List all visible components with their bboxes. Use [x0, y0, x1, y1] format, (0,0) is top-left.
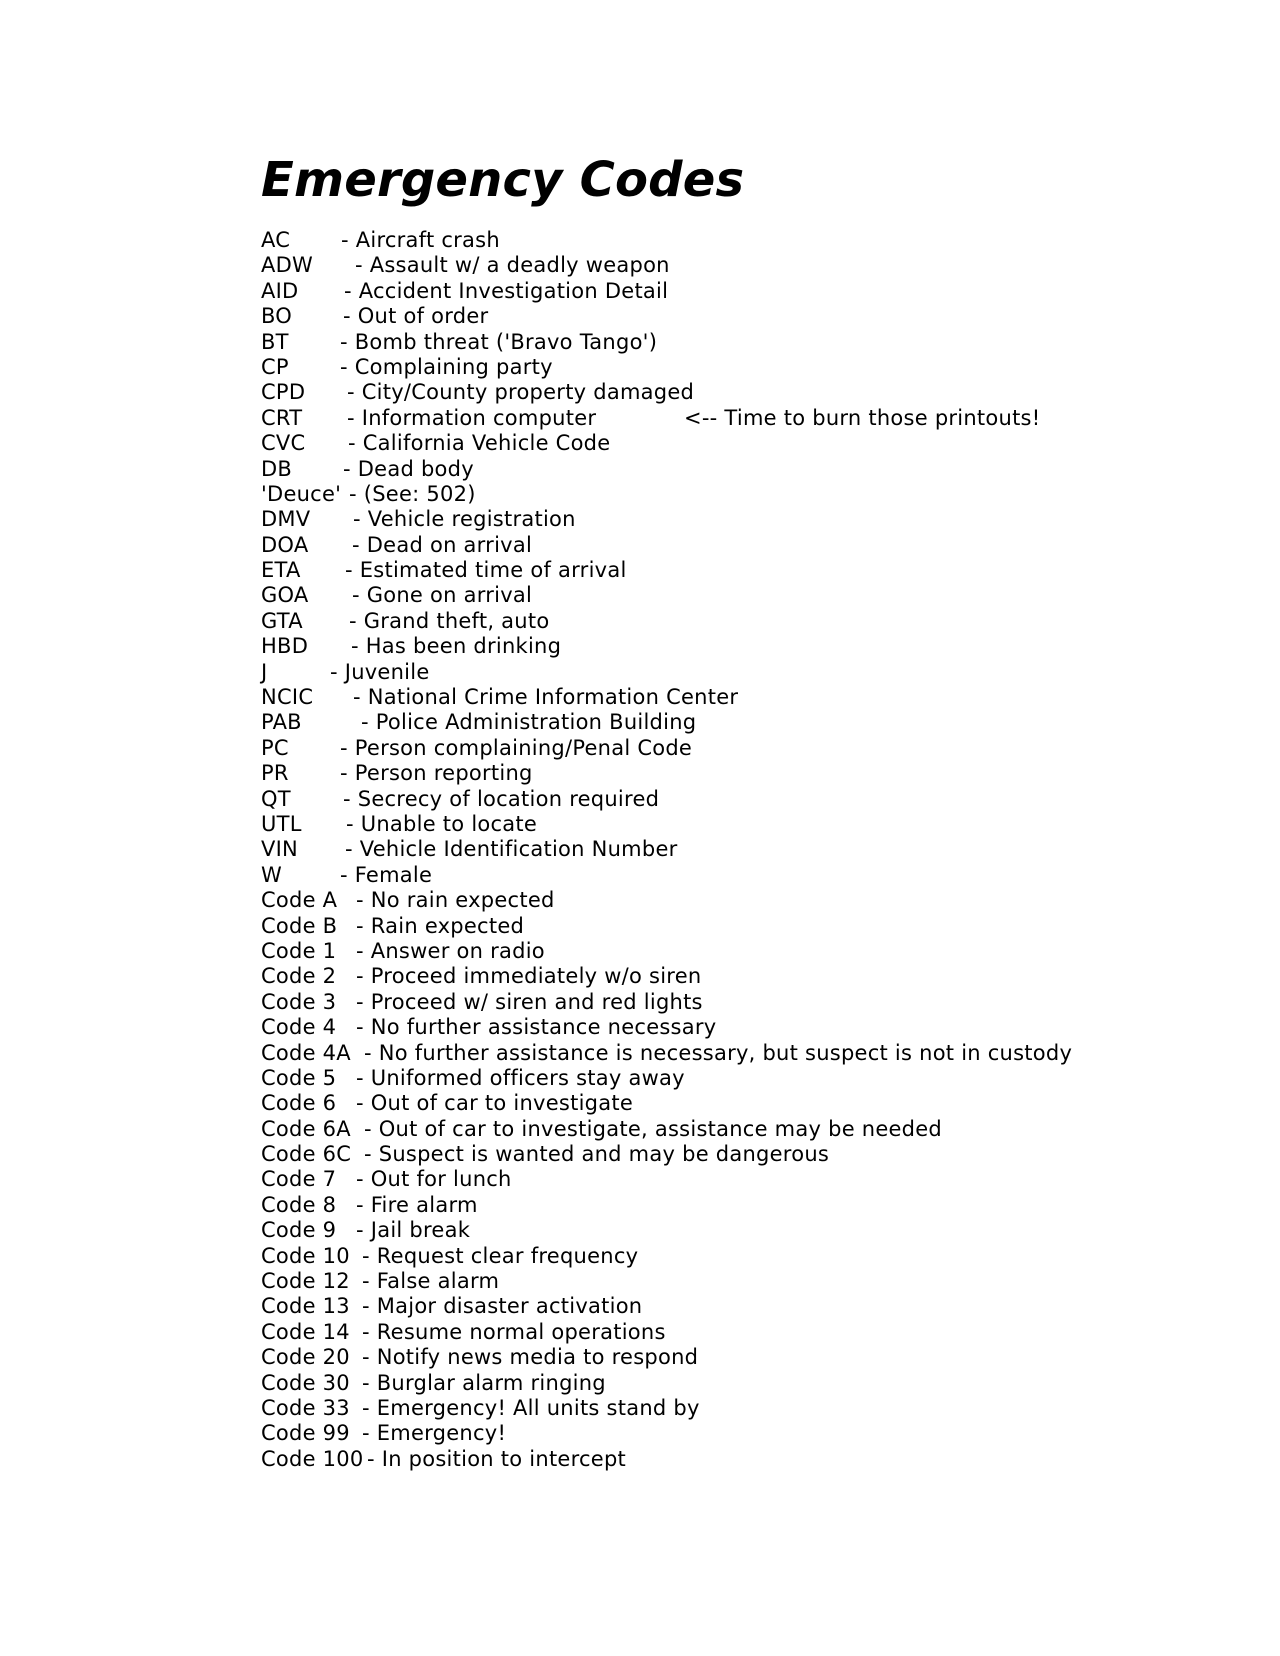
code-list [261, 228, 1221, 1472]
document-page [261, 148, 1221, 1472]
code-term: ADW [261, 253, 314, 278]
code-term: Code 1 [261, 938, 337, 963]
code-description: - Person reporting [340, 761, 533, 786]
code-description: - Police Administration Building [361, 710, 697, 735]
code-entry [261, 583, 1221, 608]
code-term: GTA [261, 608, 303, 633]
code-entry [261, 457, 1221, 482]
code-term: NCIC [261, 685, 314, 710]
page-title: Emergency Codes [261, 152, 745, 208]
code-description: - Vehicle Identification Number [345, 837, 678, 862]
code-description: - Fire alarm [356, 1192, 478, 1217]
code-description: - Gone on arrival [352, 583, 533, 608]
code-description: - Aircraft crash [341, 228, 500, 252]
code-entry [261, 990, 1221, 1015]
code-description: - Unable to locate [346, 811, 538, 836]
code-term: Code 100 [261, 1446, 364, 1471]
code-entry [261, 1371, 1221, 1396]
code-entry [261, 330, 1221, 355]
code-term: Code 4A [261, 1040, 351, 1065]
code-entry [261, 1066, 1221, 1091]
code-description: - Assault w/ a deadly weapon [355, 253, 670, 278]
code-term: Code 99 [261, 1421, 350, 1446]
code-entry [261, 1142, 1221, 1167]
code-entry [261, 812, 1221, 837]
code-entry [261, 710, 1221, 735]
code-term: HBD [261, 634, 309, 659]
code-entry [261, 1294, 1221, 1319]
code-term: Code 6C [261, 1142, 352, 1167]
code-description: - Suspect is wanted and may be dangerous [364, 1142, 830, 1167]
code-term: Code 7 [261, 1167, 337, 1192]
code-entry [261, 914, 1221, 939]
code-term: Code B [261, 913, 338, 938]
code-entry [261, 609, 1221, 634]
code-description: - Burglar alarm ringing [362, 1370, 606, 1395]
code-term: PR [261, 761, 289, 786]
code-term: Code 9 [261, 1218, 337, 1243]
code-term: Code 2 [261, 964, 337, 989]
code-description: - City/County property damaged [347, 380, 695, 405]
code-term: Code 4 [261, 1015, 337, 1040]
code-entry [261, 558, 1221, 583]
code-entry [261, 837, 1221, 862]
code-description: - National Crime Information Center [353, 685, 739, 710]
code-entry [261, 787, 1221, 812]
code-term: BT [261, 329, 289, 354]
code-entry [261, 1447, 1221, 1472]
code-description: - No further assistance is necessary, but suspect is not in custody [364, 1040, 1073, 1065]
code-entry [261, 761, 1221, 786]
code-description: - Dead body [343, 456, 474, 481]
code-description: - Dead on arrival [352, 532, 533, 557]
code-description: - Resume normal operations [362, 1319, 666, 1344]
code-term: QT [261, 786, 291, 811]
code-description: - Emergency! [362, 1421, 507, 1446]
code-entry [261, 1396, 1221, 1421]
code-entry [261, 1421, 1221, 1446]
code-description: - Person complaining/Penal Code [340, 735, 693, 760]
code-entry [261, 1041, 1221, 1066]
code-note: <-- Time to burn those printouts! [684, 405, 1041, 430]
code-description: - Out for lunch [356, 1167, 512, 1192]
code-entry [261, 533, 1221, 558]
code-entry [261, 355, 1221, 380]
code-term: Code 6 [261, 1091, 337, 1116]
code-entry [261, 660, 1221, 685]
code-entry [261, 1269, 1221, 1294]
code-term: DOA [261, 532, 309, 557]
code-entry [261, 1167, 1221, 1192]
code-description: - Emergency! All units stand by [362, 1395, 700, 1420]
code-entry [261, 685, 1221, 710]
code-entry [261, 1117, 1221, 1142]
code-entry [261, 279, 1221, 304]
code-term: CP [261, 354, 289, 379]
code-term: CPD [261, 380, 306, 405]
code-description: - No rain expected [356, 888, 555, 913]
code-term: Code 30 [261, 1370, 350, 1395]
code-term: AC [261, 228, 291, 252]
code-description: - Female [340, 862, 433, 887]
code-description: - Rain expected [356, 913, 525, 938]
code-term: UTL [261, 811, 302, 836]
code-entry [261, 482, 1221, 507]
code-term: PAB [261, 710, 302, 735]
code-description: - Uniformed officers stay away [356, 1065, 685, 1090]
code-description: - Estimated time of arrival [345, 558, 627, 583]
code-description: - Answer on radio [356, 938, 545, 963]
code-term: Code 20 [261, 1345, 350, 1370]
code-term: Code 8 [261, 1192, 337, 1217]
code-entry [261, 1091, 1221, 1116]
code-description: - (See: 502) [349, 481, 476, 506]
code-term: ETA [261, 558, 301, 583]
code-description: - False alarm [362, 1269, 500, 1294]
code-term: VIN [261, 837, 299, 862]
code-entry [261, 253, 1221, 278]
code-term: Code 13 [261, 1294, 350, 1319]
code-description: - Complaining party [340, 354, 553, 379]
code-entry [261, 380, 1221, 405]
code-term: Code 12 [261, 1269, 350, 1294]
code-term: CVC [261, 431, 306, 456]
code-entry [261, 888, 1221, 913]
code-entry [261, 964, 1221, 989]
code-entry [261, 634, 1221, 659]
code-description: - Proceed immediately w/o siren [356, 964, 702, 989]
code-term: GOA [261, 583, 309, 608]
code-entry [261, 1320, 1221, 1345]
code-term: AID [261, 278, 299, 303]
code-description: - Has been drinking [351, 634, 562, 659]
code-entry [261, 431, 1221, 456]
code-term: 'Deuce' [261, 481, 342, 506]
code-description: - Out of car to investigate, assistance may be needed [364, 1116, 943, 1141]
code-term: DMV [261, 507, 311, 532]
code-description: - California Vehicle Code [348, 431, 611, 456]
code-term: Code 33 [261, 1395, 350, 1420]
code-description: - In position to intercept [367, 1446, 627, 1471]
code-entry [261, 1218, 1221, 1243]
code-entry [261, 1193, 1221, 1218]
code-description: - Grand theft, auto [349, 608, 550, 633]
code-entry [261, 1345, 1221, 1370]
code-term: Code 5 [261, 1065, 337, 1090]
code-entry [261, 939, 1221, 964]
code-description: - Vehicle registration [353, 507, 576, 532]
code-entry [261, 863, 1221, 888]
code-description: - No further assistance necessary [356, 1015, 717, 1040]
code-term: J [261, 659, 268, 684]
code-description: - Out of order [343, 304, 489, 329]
code-term: Code 3 [261, 989, 337, 1014]
code-description: - Out of car to investigate [356, 1091, 634, 1116]
code-description: - Secrecy of location required [343, 786, 660, 811]
code-term: Code 6A [261, 1116, 351, 1141]
code-term: W [261, 862, 283, 887]
code-term: BO [261, 304, 293, 329]
code-entry [261, 304, 1221, 329]
code-description: - Bomb threat ('Bravo Tango') [340, 329, 658, 354]
code-description: - Proceed w/ siren and red lights [356, 989, 703, 1014]
code-term: DB [261, 456, 293, 481]
code-term: Code 14 [261, 1319, 350, 1344]
code-term: Code 10 [261, 1243, 350, 1268]
code-entry [261, 406, 1221, 431]
code-description: - Major disaster activation [362, 1294, 643, 1319]
code-description: - Information computer [347, 405, 597, 430]
code-entry [261, 228, 1221, 253]
code-description: - Request clear frequency [362, 1243, 639, 1268]
code-entry [261, 1244, 1221, 1269]
code-entry [261, 1015, 1221, 1040]
code-entry [261, 507, 1221, 532]
code-description: - Juvenile [330, 659, 430, 684]
code-description: - Jail break [356, 1218, 471, 1243]
code-term: Code A [261, 888, 338, 913]
code-entry [261, 736, 1221, 761]
code-description: - Accident Investigation Detail [344, 278, 669, 303]
code-term: CRT [261, 405, 303, 430]
code-description: - Notify news media to respond [362, 1345, 699, 1370]
code-term: PC [261, 735, 289, 760]
